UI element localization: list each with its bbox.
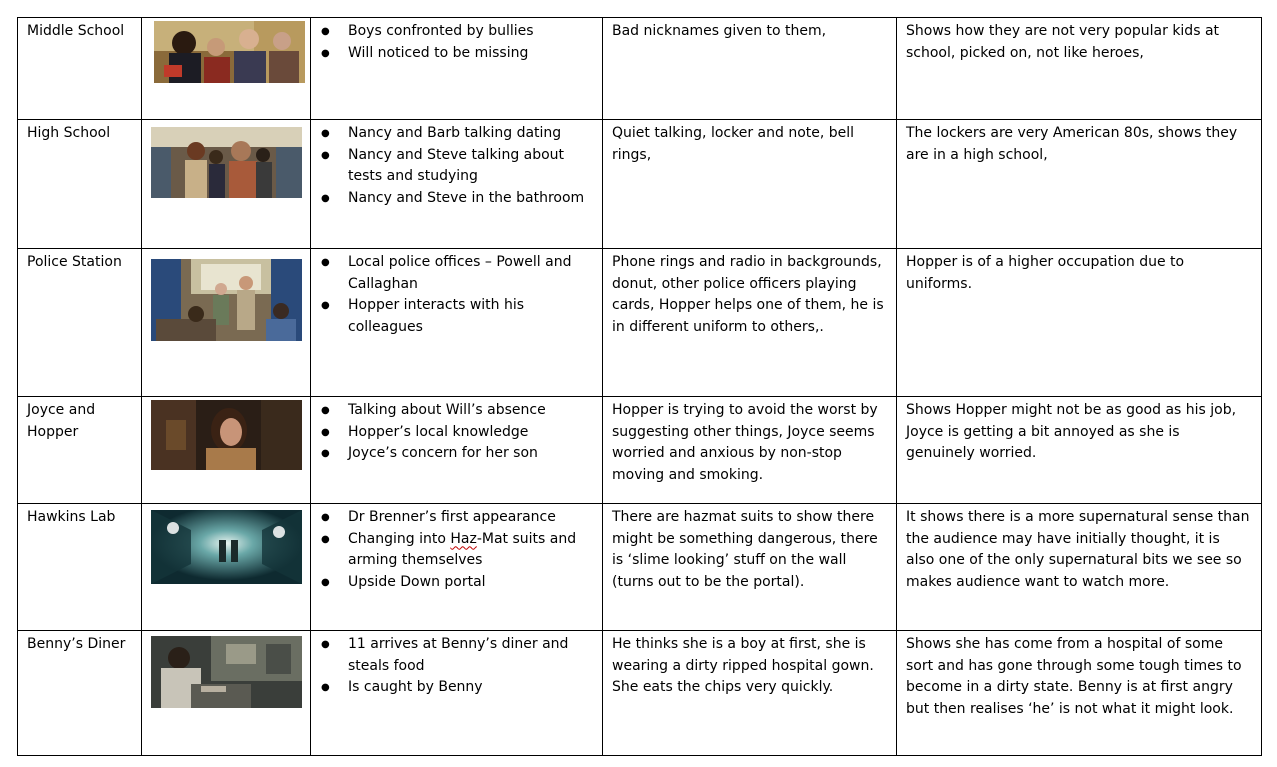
events-cell [311,120,603,249]
table-row [18,18,1262,120]
table-row [18,504,1262,631]
events-list [320,21,593,64]
sound-cell: There are hazmat suits to show there might be something dangerous, there is ‘slime looking’ stuff on the wall (turns out to be the portal). [603,504,897,631]
location-cell: Middle School [18,18,142,120]
joyce-hopper-still [151,400,302,470]
sound-cell: Quiet talking, locker and note, bell rings, [603,120,897,249]
events-list [320,252,593,338]
still-cell [142,249,311,397]
meaning-cell: It shows there is a more supernatural sense than the audience may have initially thought, it is also one of the only supernatural bits we see so makes audience want to watch more. [897,504,1262,631]
still-cell [142,397,311,504]
sound-cell: He thinks she is a boy at first, she is wearing a dirty ripped hospital gown. She eats the chips very quickly. [603,631,897,756]
list-item: ● Is caught by Benny [320,677,593,699]
location-cell: High School [18,120,142,249]
list-item: ● Talking about Will’s absence [320,400,593,422]
table-row [18,120,1262,249]
meaning-cell: Shows Hopper might not be as good as his job, Joyce is getting a bit annoyed as she is genuinely worried. [897,397,1262,504]
list-item: ● Boys confronted by bullies [320,21,593,43]
still-cell [142,120,311,249]
location-cell: Joyce and Hopper [18,397,142,504]
sound-cell: Phone rings and radio in backgrounds, donut, other police officers playing cards, Hopper helps one of them, he is in different uniform to others,. [603,249,897,397]
events-list [320,507,593,593]
meaning-cell: Shows she has come from a hospital of some sort and has gone through some tough times to become in a dirty state. Benny is at first angry but then realises ‘he’ is not what it might look. [897,631,1262,756]
events-list [320,123,593,209]
events-cell [311,397,603,504]
list-item: ● Nancy and Steve in the bathroom [320,188,593,210]
list-item: ● Joyce’s concern for her son [320,443,593,465]
meaning-cell: Shows how they are not very popular kids at school, picked on, not like heroes, [897,18,1262,120]
still-cell [142,18,311,120]
meaning-cell: Hopper is of a higher occupation due to uniforms. [897,249,1262,397]
still-cell [142,631,311,756]
list-item: ● Hopper’s local knowledge [320,422,593,444]
events-list [320,634,593,699]
list-item: ● Upside Down portal [320,572,593,594]
location-cell: Hawkins Lab [18,504,142,631]
events-cell [311,504,603,631]
analysis-table [17,17,1262,756]
list-item: ● Hopper interacts with his colleagues [320,295,593,338]
list-item: ● Changing into Haz-Mat suits and arming themselves [320,529,593,572]
sound-cell: Bad nicknames given to them, [603,18,897,120]
list-item: ● 11 arrives at Benny’s diner and steals food [320,634,593,677]
high-school-still [151,127,302,198]
hawkins-lab-still [151,510,302,584]
list-item: ● Local police offices – Powell and Callaghan [320,252,593,295]
events-cell [311,249,603,397]
middle-school-still [154,21,305,83]
bennys-diner-still [151,636,302,708]
location-cell: Police Station [18,249,142,397]
events-cell [311,18,603,120]
meaning-cell: The lockers are very American 80s, shows they are in a high school, [897,120,1262,249]
table-row [18,249,1262,397]
spelling-error-underline: Haz [450,530,477,547]
events-list [320,400,593,465]
list-item: ● Will noticed to be missing [320,43,593,65]
list-item: ● Nancy and Steve talking about tests and studying [320,145,593,188]
events-cell [311,631,603,756]
police-station-still [151,259,302,341]
list-item: ● Nancy and Barb talking dating [320,123,593,145]
location-cell: Benny’s Diner [18,631,142,756]
table-row [18,631,1262,756]
sound-cell: Hopper is trying to avoid the worst by suggesting other things, Joyce seems worried and anxious by non-stop moving and smoking. [603,397,897,504]
table-row [18,397,1262,504]
list-item: ● Dr Brenner’s first appearance [320,507,593,529]
still-cell [142,504,311,631]
